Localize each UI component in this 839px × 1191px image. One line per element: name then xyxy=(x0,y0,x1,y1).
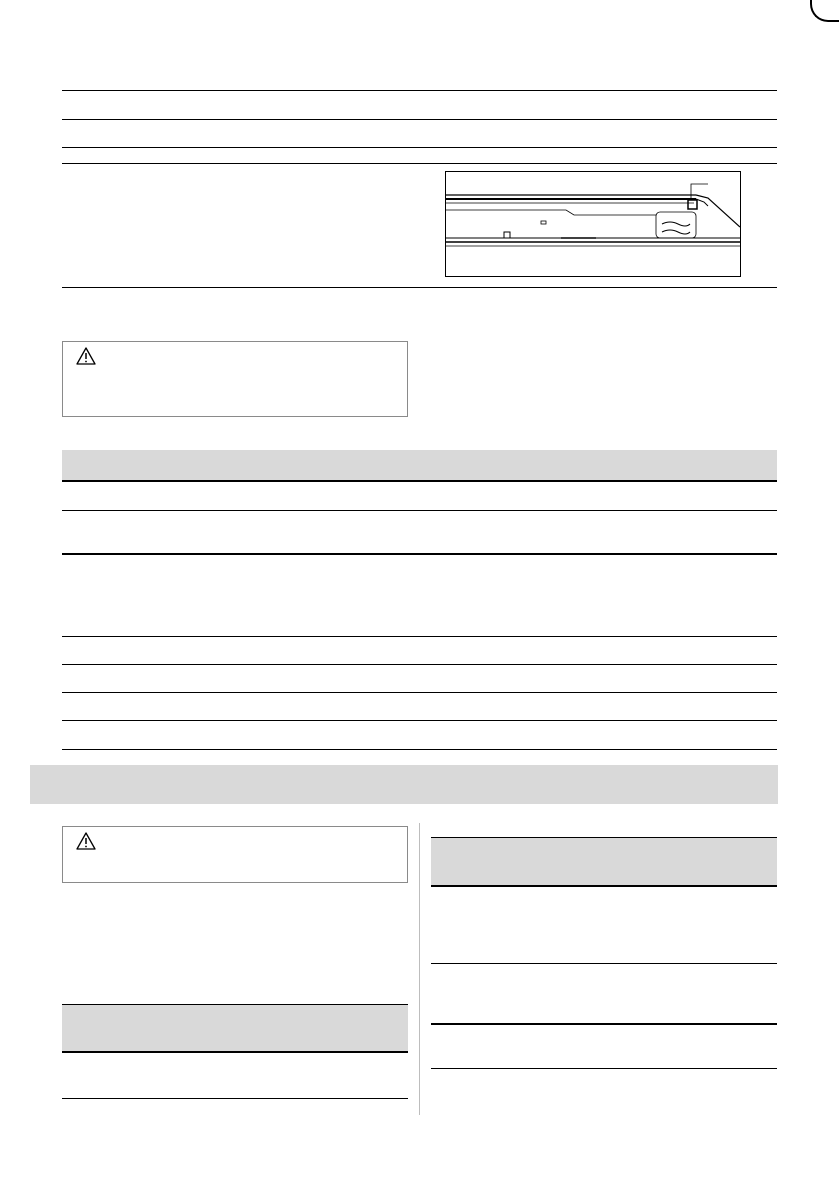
table-row xyxy=(62,636,777,637)
column-divider xyxy=(419,823,420,1115)
warning-triangle-icon xyxy=(76,832,96,850)
table-1-header xyxy=(62,450,777,481)
page-thumb-tab xyxy=(810,0,839,22)
left-table-top-rule xyxy=(62,1004,408,1005)
top-rule-1 xyxy=(62,90,777,91)
table-row xyxy=(62,510,777,511)
table-row xyxy=(62,720,777,721)
left-table-header-rule xyxy=(62,1051,408,1053)
rail-drawing xyxy=(446,172,740,276)
warning-box-1 xyxy=(62,341,408,417)
top-rule-5 xyxy=(62,287,777,288)
table-row xyxy=(62,1098,408,1099)
right-table-header-rule xyxy=(431,885,777,887)
table-row xyxy=(62,664,777,665)
table-row xyxy=(431,1068,777,1069)
left-table-header xyxy=(62,1004,408,1052)
section-heading-band xyxy=(30,765,778,804)
top-rule-3 xyxy=(62,147,777,148)
table-row xyxy=(431,1023,777,1025)
table-1-header-rule xyxy=(62,480,777,482)
shelf-rail-illustration xyxy=(445,171,741,277)
table-row xyxy=(62,749,777,750)
warning-box-2 xyxy=(62,826,408,883)
table-row xyxy=(431,963,777,964)
right-table-top-rule xyxy=(431,837,777,838)
table-row xyxy=(62,692,777,693)
warning-triangle-icon xyxy=(76,347,96,365)
right-table-header xyxy=(431,837,777,886)
table-row xyxy=(62,553,777,555)
top-rule-4 xyxy=(62,163,777,164)
top-rule-2 xyxy=(62,119,777,120)
